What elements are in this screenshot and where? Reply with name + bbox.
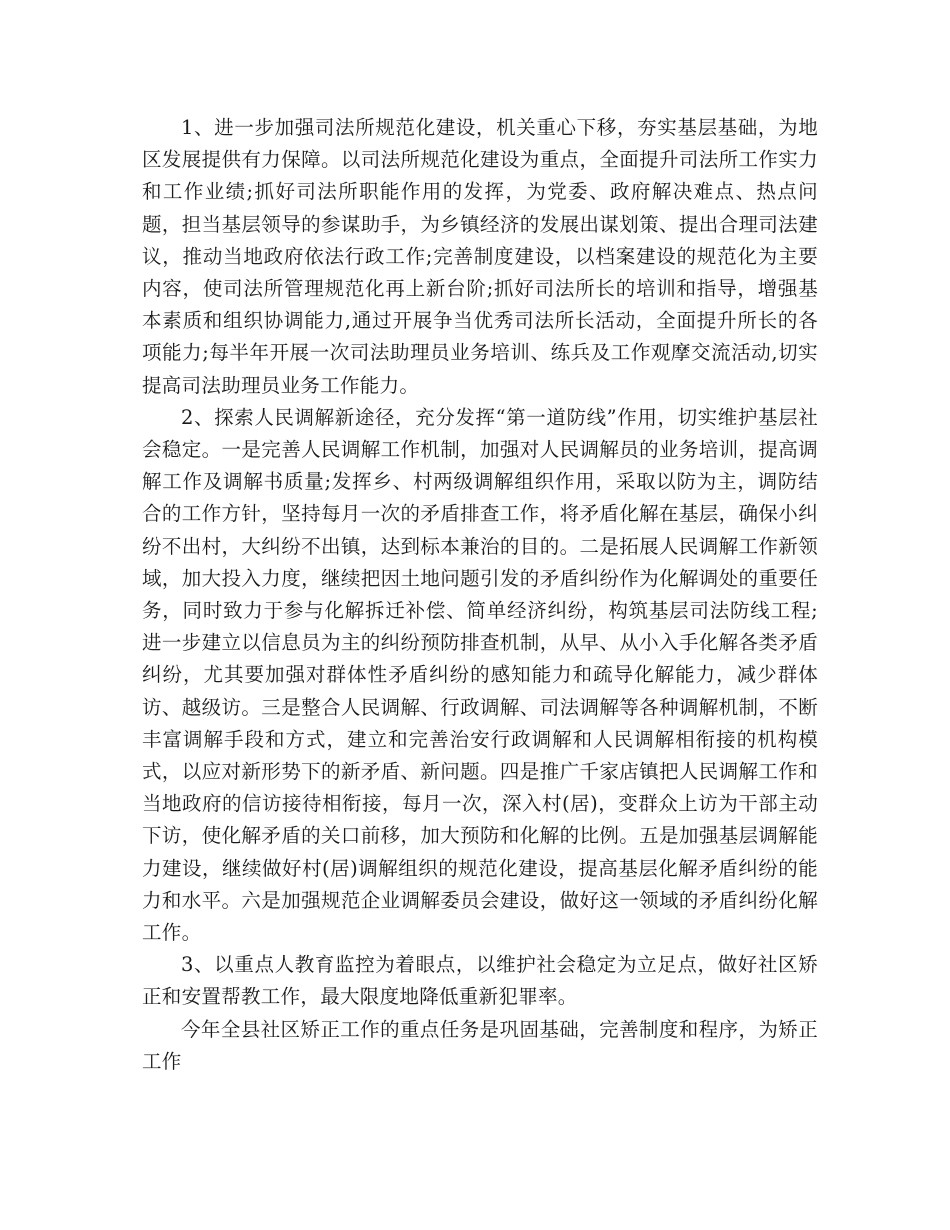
paragraph-3: 3、以重点人教育监控为着眼点，以维护社会稳定为立足点，做好社区矫正和安置帮教工作，最大限度地降低重新犯罪率。 [142, 953, 818, 1009]
paragraph-4: 今年全县社区矫正工作的重点任务是巩固基础，完善制度和程序，为矫正工作 [142, 1017, 818, 1073]
paragraph-1: 1、进一步加强司法所规范化建设，机关重心下移，夯实基层基础，为地区发展提供有力保障。以司法所规范化建设为重点，全面提升司法所工作实力和工作业绩;抓好司法所职能作用的发挥，为党委、政府解决难点、热点问题，担当基层领导的参谋助手，为乡镇经济的发展出谋划策、提出合理司法建议，推动当地政府依法行政工作;完善制度建设，以档案建设的规范化为主要内容，使司法所管理规范化再上新台阶;抓好司法所长的培训和指导，增强基本素质和组织协调能力,通过开展争当优秀司法所长活动，全面提升所长的各项能力;每半年开展一次司法助理员业务培训、练兵及工作观摩交流活动,切实提高司法助理员业务工作能力。 [142, 116, 818, 397]
document-body [142, 112, 818, 1078]
paragraph-2: 2、探索人民调解新途径，充分发挥“第一道防线”作用，切实维护基层社会稳定。一是完善人民调解工作机制，加强对人民调解员的业务培训，提高调解工作及调解书质量;发挥乡、村两级调解组织作用，采取以防为主，调防结合的工作方针，坚持每月一次的矛盾排查工作，将矛盾化解在基层，确保小纠纷不出村，大纠纷不出镇，达到标本兼治的目的。二是拓展人民调解工作新领域，加大投入力度，继续把因土地问题引发的矛盾纠纷作为化解调处的重要任务，同时致力于参与化解拆迁补偿、简单经济纠纷，构筑基层司法防线工程;进一步建立以信息员为主的纠纷预防排查机制，从早、从小入手化解各类矛盾纠纷，尤其要加强对群体性矛盾纠纷的感知能力和疏导化解能力，减少群体访、越级访。三是整合人民调解、行政调解、司法调解等各种调解机制，不断丰富调解手段和方式，建立和完善治安行政调解和人民调解相衔接的机构模式，以应对新形势下的新矛盾、新问题。四是推广千家店镇把人民调解工作和当地政府的信访接待相衔接，每月一次，深入村(居)，变群众上访为干部主动下访，使化解矛盾的关口前移，加大预防和化解的比例。五是加强基层调解能力建设，继续做好村(居)调解组织的规范化建设，提高基层化解矛盾纠纷的能力和水平。六是加强规范企业调解委员会建设，做好这一领域的矛盾纠纷化解工作。 [142, 405, 818, 945]
